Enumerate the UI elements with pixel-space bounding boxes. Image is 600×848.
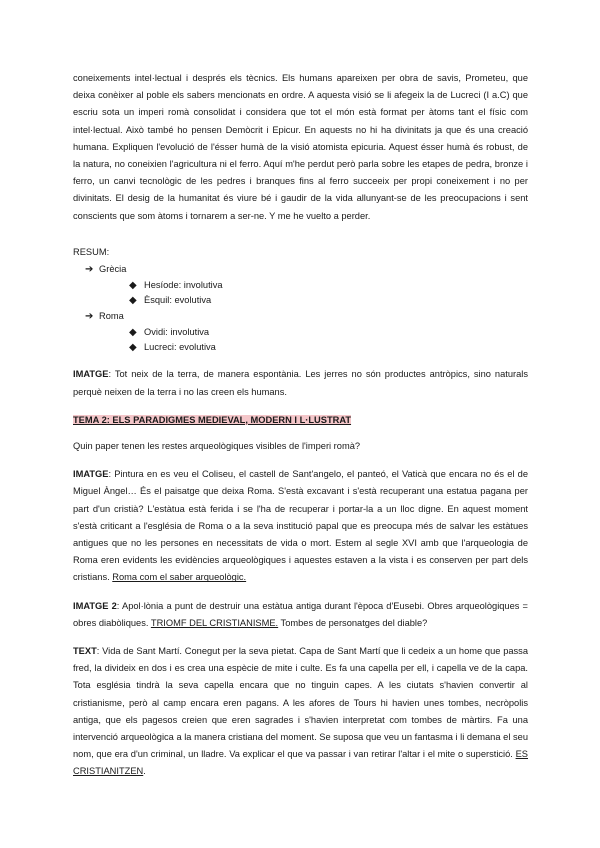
underlined-phrase: TRIOMF DEL CRISTIANISME.: [150, 617, 279, 628]
text-label: TEXT: [73, 646, 97, 657]
tema2-title: TEMA 2: ELS PARADIGMES MEDIEVAL, MODERN I L·LUSTRAT: [73, 414, 352, 425]
resum-subitem: [73, 293, 528, 308]
resum-item-label: Grècia: [99, 264, 127, 275]
paragraph-imatge: [73, 366, 528, 400]
diamond-bullet-icon: ◆: [129, 327, 137, 339]
resum-subitem-label: Lucreci: evolutiva: [144, 342, 216, 353]
text-end: .: [143, 766, 146, 777]
underlined-phrase: ES CRISTIANITZEN: [73, 749, 528, 777]
resum-subitem: [73, 340, 528, 355]
paragraph-imatge-2: [73, 598, 528, 632]
paragraph-imatge-roma: [73, 466, 528, 586]
diamond-bullet-icon: ◆: [129, 342, 137, 354]
imatge-2-label: IMATGE 2: [73, 600, 117, 611]
diamond-bullet-icon: ◆: [129, 280, 137, 292]
resum-list: [73, 261, 528, 355]
resum-subitem-label: Èsquil: evolutiva: [144, 295, 212, 306]
resum-item-roma: [73, 308, 528, 325]
resum-subitem-label: Hesíode: involutiva: [144, 280, 223, 291]
document-body: [73, 70, 528, 781]
imatge-label: IMATGE: [73, 369, 109, 380]
imatge-text: : Tot neix de la terra, de manera espontània. Les jerres no són productes antròpics, sino naturals perquè neixen de la terra i no las creen els humans.: [73, 369, 528, 397]
resum-subitem-label: Ovidi: involutiva: [144, 327, 210, 338]
paragraph-intro: coneixements intel·lectual i després els tècnics. Els humans apareixen per obra de savis, Prometeu, que deixa conèixer al poble els sabers mencionats en ordre. A aquesta visió se li afegeix la de Lucreci (I a.C) que escriu sota un imperi romà consolidat i considera que tot el món està format per àtoms tant el físic com intel·lectual. Això també ho pensen Demòcrit i Epicur. En aquests no hi ha divinitats ja que és una creació humana. Expliquen l'evolució de l'ésser humà de la visió atomista epicuria. Aquest ésser humà és robust, de la natura, no coneixien l'agricultura ni el ferro. Aquí m'he perdut però parla sobre les etapes de pedra, bronze i ferro, un canvi tecnològic de les pedres i branques fins al ferro succeeix per propi coneixement i no per divinitats. El desig de la humanitat és viure bé i gaudir de la vida allunyant-se de les preocupacions i sent conscients que som àtoms i tornarem a ser-ne. Y me he vuelto a perder.: [73, 73, 528, 221]
text-body: : Vida de Sant Martí. Conegut per la seva pietat. Capa de Sant Martí que li cedeix a un home que passa fred, la divideix en dos i es crea una espècie de mite i culte. Es fa una capella per ell, i capella ve de la capa. Tota església tindrà la seva capella encara que no tinguin capes. A les ciutats s'havien convertir al cristianisme, però al camp encara eren pagans. A les afores de Tours hi havien unes tombes, necròpolis antiga, que els pagesos creien que eren sagrades i s'havien interpretat com tombes de màrtirs. Fa una intervenció arqueològica a la manera cristiana del moment. Se suposa que veu un fantasma i li demana el seu nom, que era d'un criminal, un lladre. Va explicar el que va passar i van retirar l'altar i el mite o superstició.: [73, 646, 528, 760]
underlined-phrase: Roma com el saber arqueològic.: [112, 572, 247, 583]
resum-subitem: [73, 325, 528, 340]
imatge-label: IMATGE: [73, 469, 109, 480]
diamond-bullet-icon: ◆: [129, 295, 137, 307]
resum-item-label: Roma: [99, 311, 124, 322]
arrow-right-icon: ➔: [85, 311, 94, 323]
arrow-right-icon: ➔: [85, 264, 94, 276]
resum-heading: RESUM:: [73, 246, 110, 257]
imatge-2-text: : Apol·lònia a punt de destruir una estàtua antiga durant l'època d'Eusebi. Obres arqueològiques = obres diabòliques.: [73, 600, 528, 628]
paragraph-text-sant-marti: [73, 643, 528, 781]
resum-item-grecia: [73, 261, 528, 278]
imatge-2-after: Tombes de personatges del diable?: [278, 617, 428, 628]
imatge-text: : Pintura en es veu el Coliseu, el castell de Sant'angelo, el panteó, el Vaticà que encara no és el de Miguel Àngel… És el paisatge que deixa Roma. S'està excavant i s'està recuperant una estatua pagana per part d'un cristià? L'estàtua està ferida i se l'ha de recuperar i portar-la a un lloc digne. En aquest moment s'està criticant a l'església de Roma o a la seva institució papal que es preocupa més de salvar les estàtues antigues que no les persones en necessitats de vida o mort. Estem al segle XVI amb que l'arqueologia de Roma eren evidents les evidències arqueològiques i aquestes estaven a la vista i es conserven per part dels cristians.: [73, 469, 528, 583]
section-heading-tema2: [73, 412, 528, 429]
resum-subitem: [73, 278, 528, 293]
question-line: Quin paper tenen les restes arqueològiques visibles de l'imperi romà?: [73, 441, 361, 452]
